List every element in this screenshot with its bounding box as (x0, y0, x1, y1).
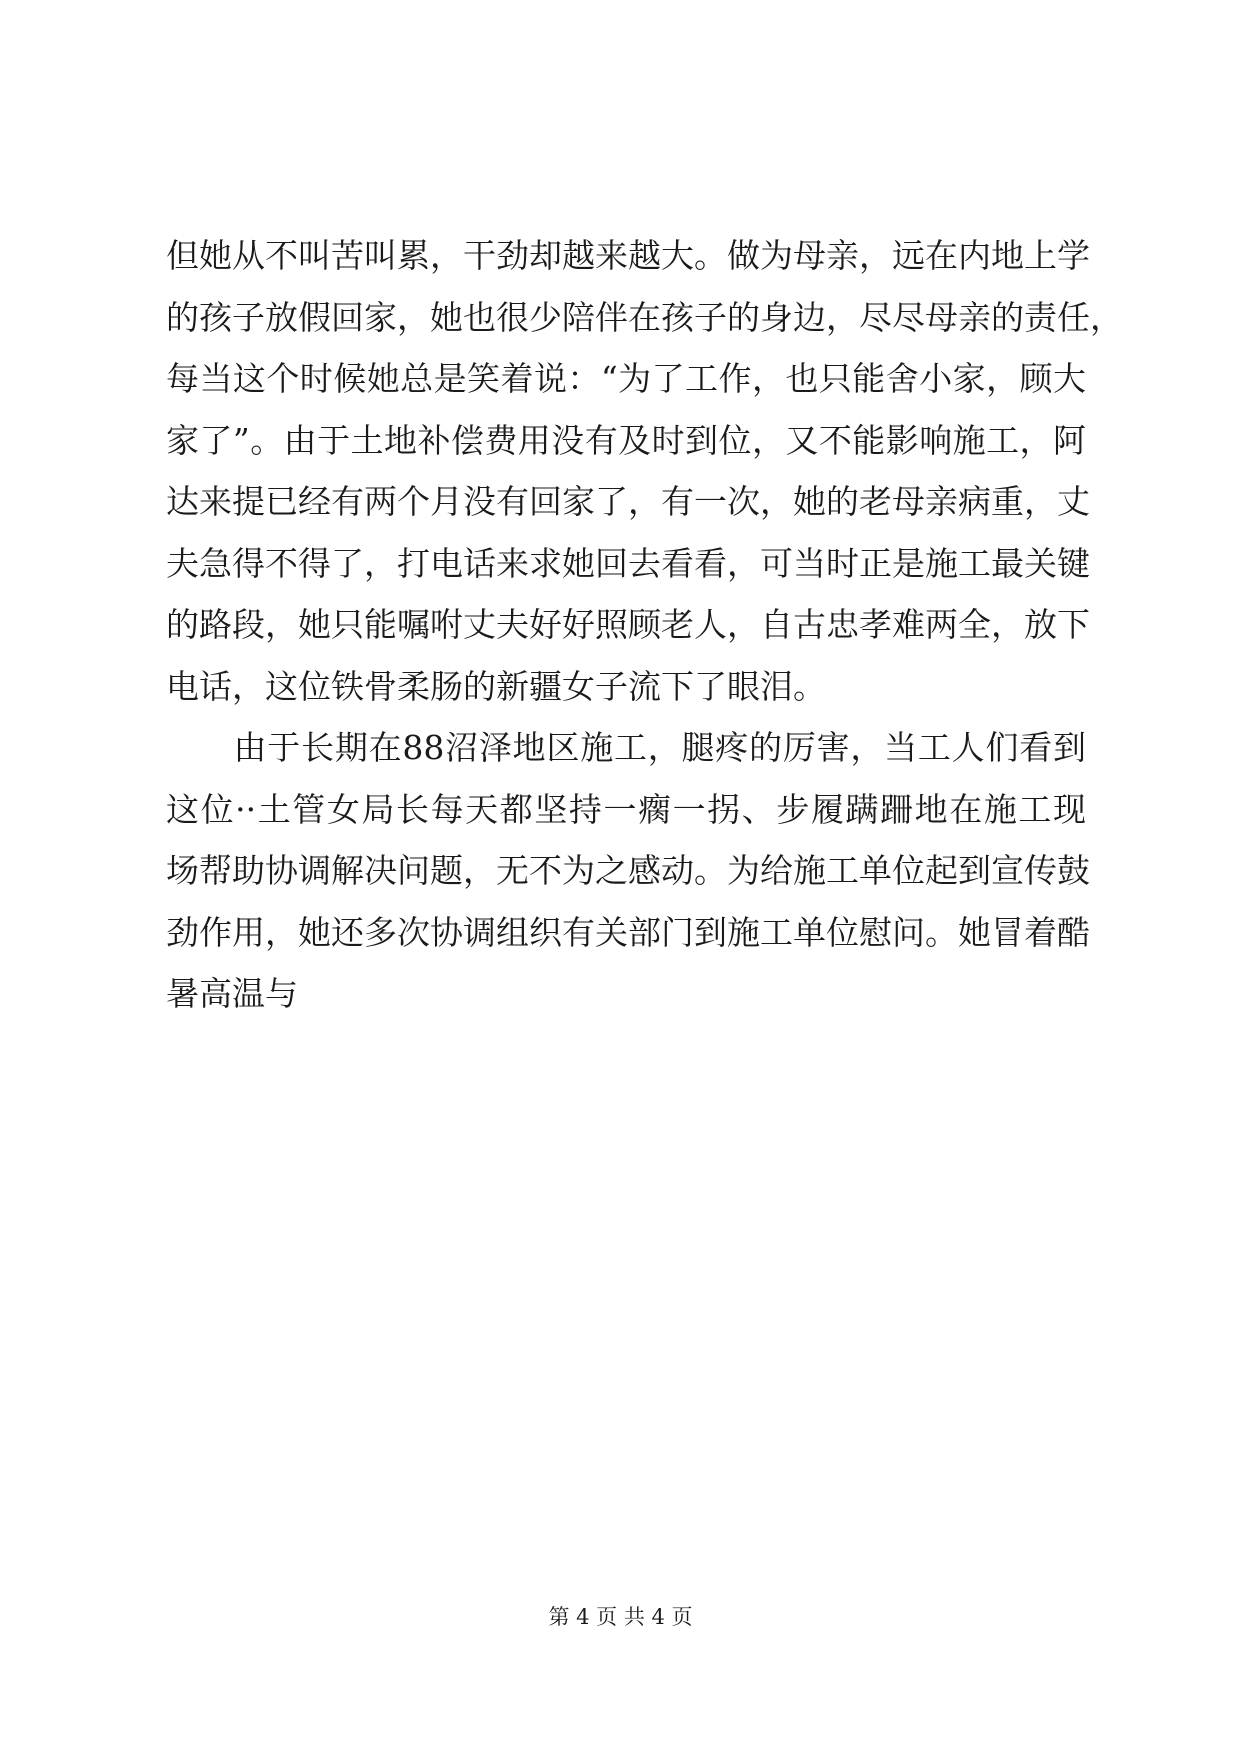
text-line: 场帮助协调解决问题，无不为之感动。为给施工单位起到宣传鼓 (166, 851, 1090, 890)
text-line: 家了”。由于土地补偿费用没有及时到位，又不能影响施工，阿 (166, 420, 1086, 460)
text-line: 暑高温与 (166, 974, 298, 1013)
text-line: 这位··土管女局长每天都坚持一瘸一拐、步履蹒跚地在施工现 (166, 789, 1086, 829)
text-line: 的路段，她只能嘱咐丈夫好好照顾老人，自古忠孝难两全，放下 (166, 605, 1090, 644)
text-line: 的孩子放假回家，她也很少陪伴在孩子的身边，尽尽母亲的责任， (166, 297, 1123, 337)
text-line: 达来提已经有两个月没有回家了，有一次，她的老母亲病重，丈 (166, 482, 1090, 521)
page-number-footer: 第 4 页 共 4 页 (548, 1605, 693, 1629)
text-line: 电话，这位铁骨柔肠的新疆女子流下了眼泪。 (166, 666, 826, 706)
text-line: 由于长期在88沼泽地区施工，腿疼的厉害，当工人们看到 (166, 728, 1086, 767)
text-line: 每当这个时候她总是笑着说：“为了工作，也只能舍小家，顾大 (166, 359, 1086, 398)
text-line: 劲作用，她还多次协调组织有关部门到施工单位慰问。她冒着酷 (166, 912, 1090, 952)
body-text (166, 225, 1123, 1025)
text-line: 夫急得不得了，打电话来求她回去看看，可当时正是施工最关键 (166, 543, 1090, 583)
text-line: 但她从不叫苦叫累，干劲却越来越大。做为母亲，远在内地上学 (166, 236, 1090, 275)
